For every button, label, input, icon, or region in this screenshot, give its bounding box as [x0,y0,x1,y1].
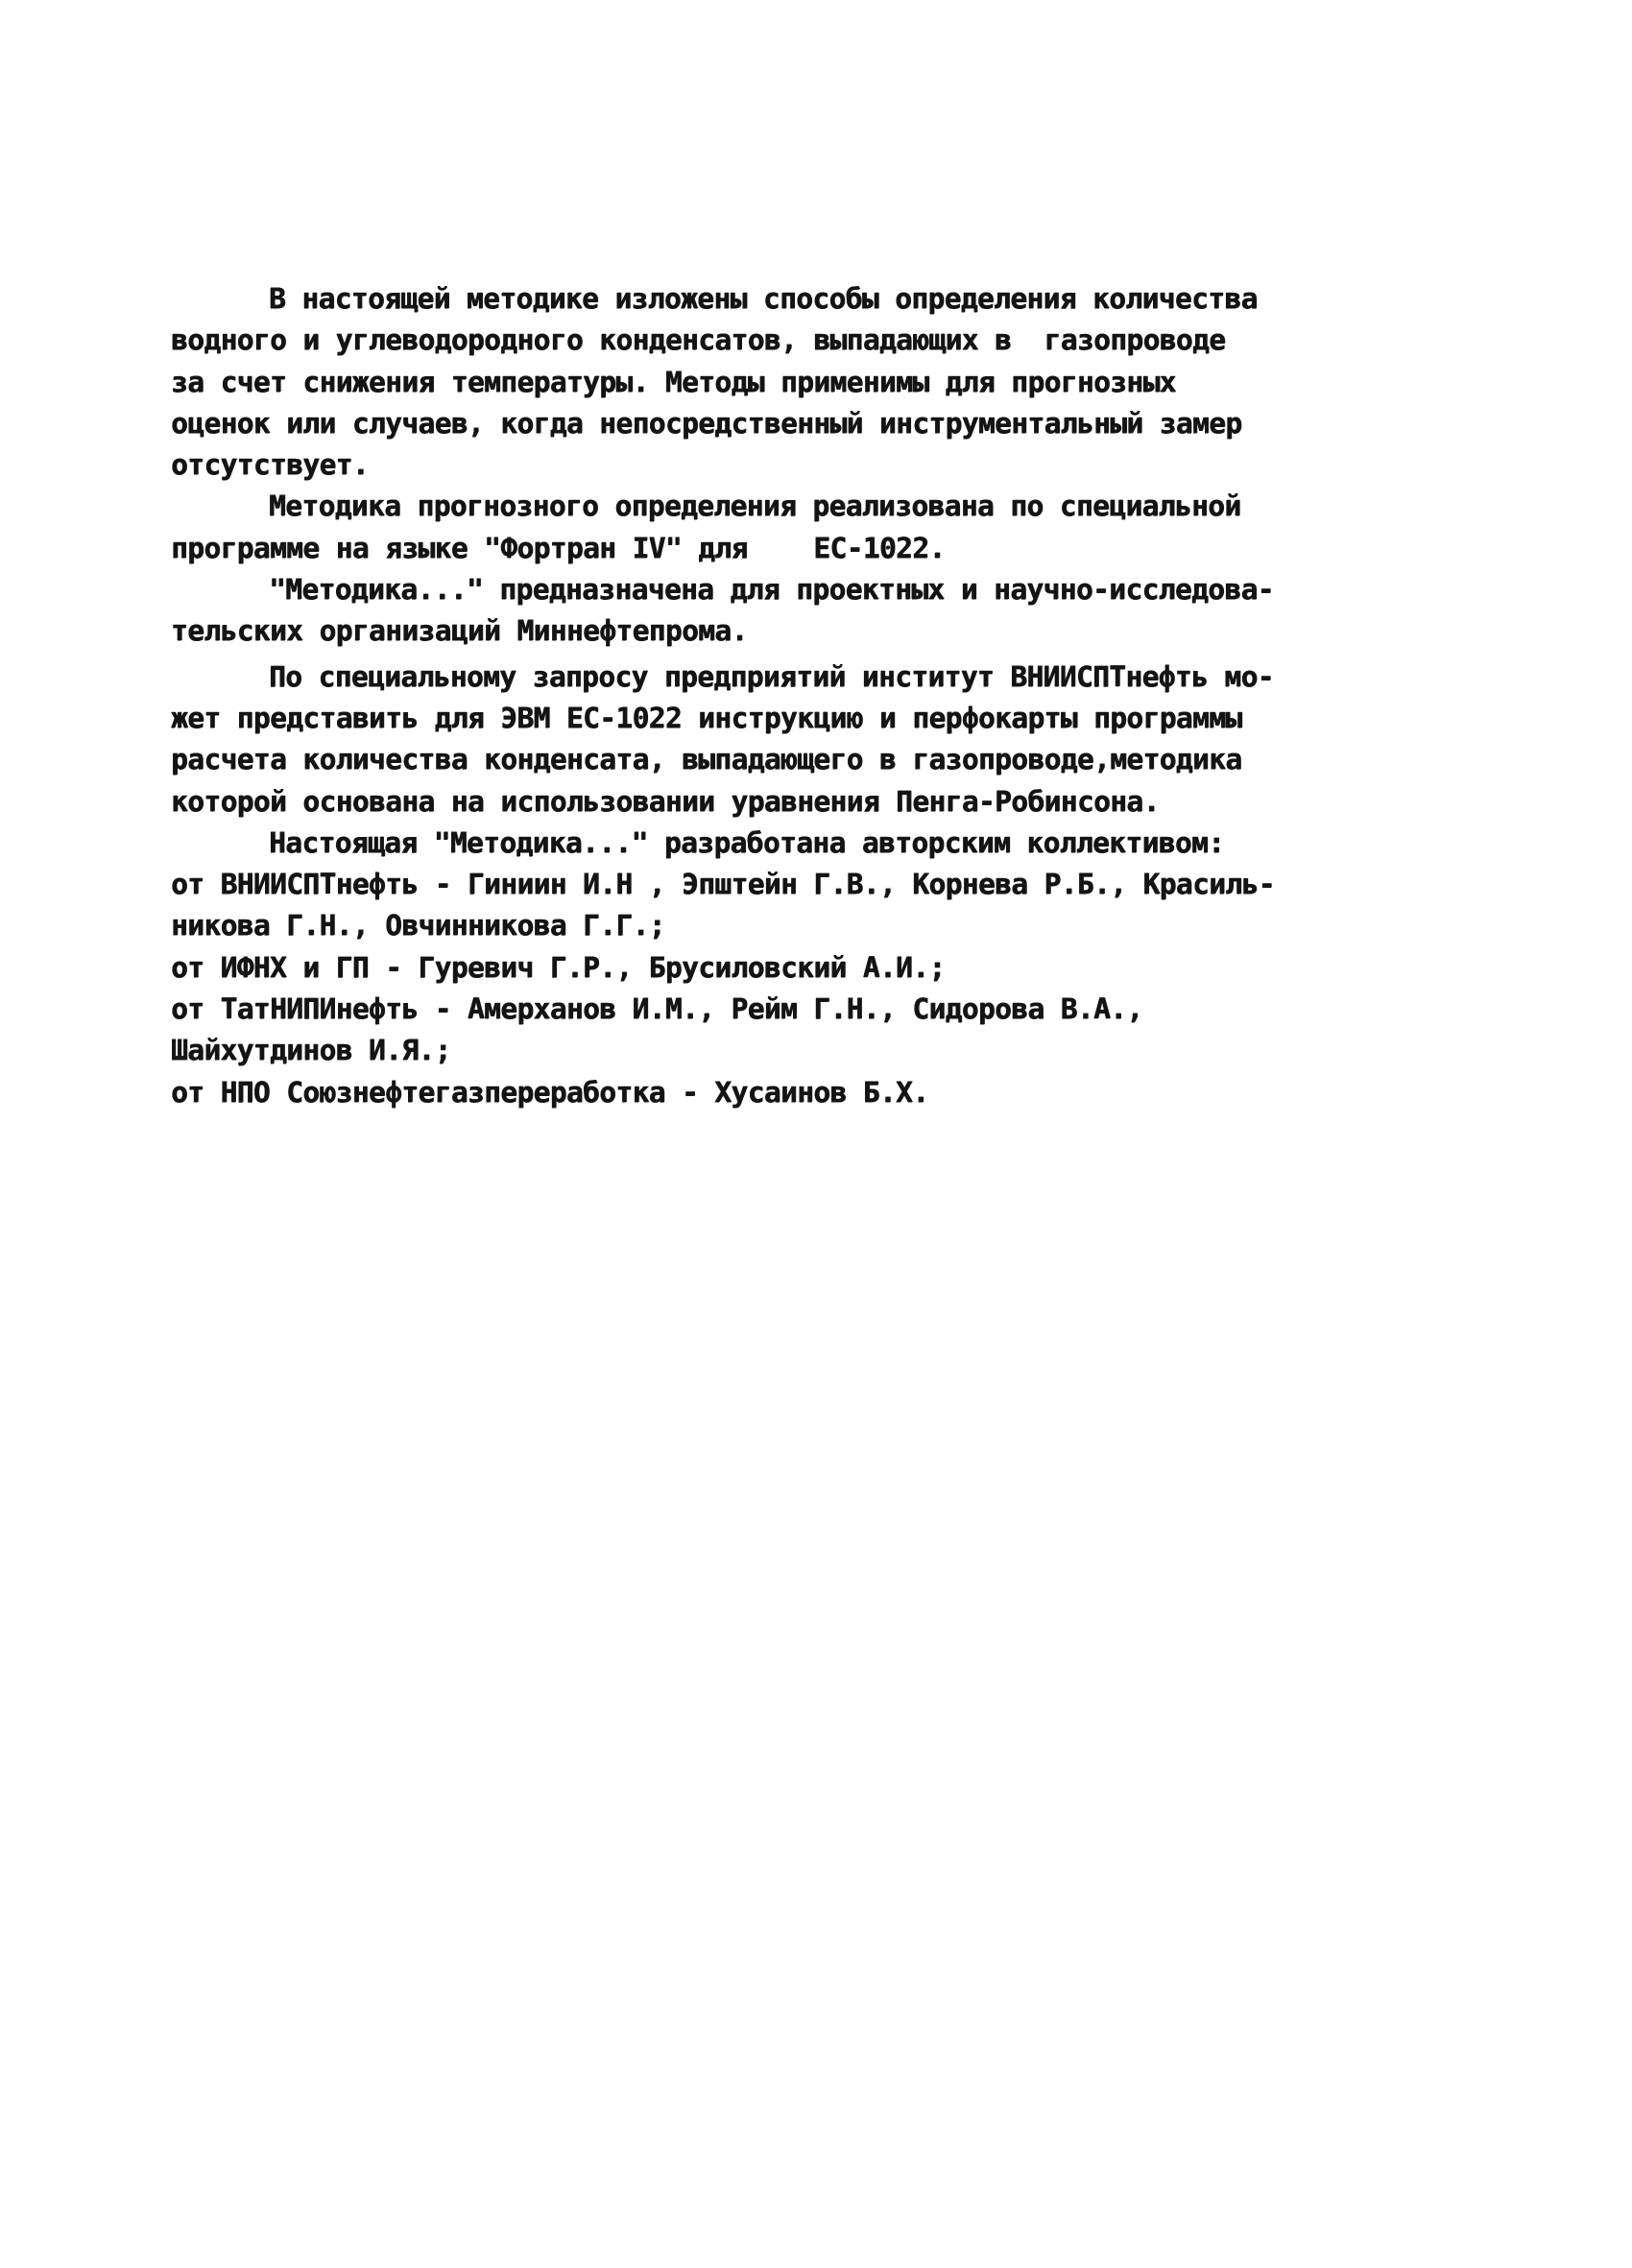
authors-tatnipi-line-2: Шайхутдинов И.Я.; [171,1034,451,1067]
authors-vniispt-line-2: никова Г.Н., Овчинникова Г.Г.; [171,909,665,943]
paragraph-purpose-line-2: тельских организаций Миннефтепрома. [171,614,748,648]
paragraph-program-line-1: Методика прогнозного определения реализована по специальной [269,489,1241,523]
paragraph-intro-line-2: водного и углеводородного конденсатов, выпадающих в газопроводе [171,323,1226,357]
paragraph-request-line-4: которой основана на использовании уравнения Пенга-Робинсона. [171,784,1160,818]
authors-vniispt-line-1: от ВНИИСПТнефть - Гиниин И.Н , Эпштейн Г.В., Корнева Р.Б., Красиль- [171,868,1275,901]
authors-tatnipi-line-1: от ТатНИПИнефть - Амерханов И.М., Рейм Г.Н., Сидорова В.А., [171,992,1143,1026]
document-body [171,278,1448,1113]
paragraph-request-line-3: расчета количества конденсата, выпадающего в газопроводе,методика [171,743,1242,776]
authors-ifnh-line: от ИФНХ и ГП - Гуревич Г.Р., Брусиловский А.И.; [171,950,946,984]
paragraph-request-line-1: По специальному запросу предприятий институт ВНИИСПТнефть мо- [269,659,1274,693]
paragraph-intro-line-1: В настоящей методике изложены способы определения количества [269,282,1258,315]
paragraph-intro-line-4: оценок или случаев, когда непосредственный инструментальный замер [171,406,1242,440]
paragraph-program-line-2: программе на языке "Фортран IV" для ЕС-1022. [171,531,946,564]
paragraph-request-line-2: жет представить для ЭВМ ЕС-1022 инструкцию и перфокарты программы [171,701,1242,734]
paragraph-purpose-line-1: "Методика..." предназначена для проектных и научно-исследова- [269,573,1274,607]
paragraph-intro-line-3: за счет снижения температуры. Методы применимы для прогнозных [171,365,1176,398]
authors-npo-line: от НПО Союзнефтегазпереработка - Хусаинов Б.Х. [171,1075,929,1109]
paragraph-authors-intro: Настоящая "Методика..." разработана авторским коллективом: [269,825,1225,859]
paragraph-intro-line-5: отсутствует. [171,448,369,482]
